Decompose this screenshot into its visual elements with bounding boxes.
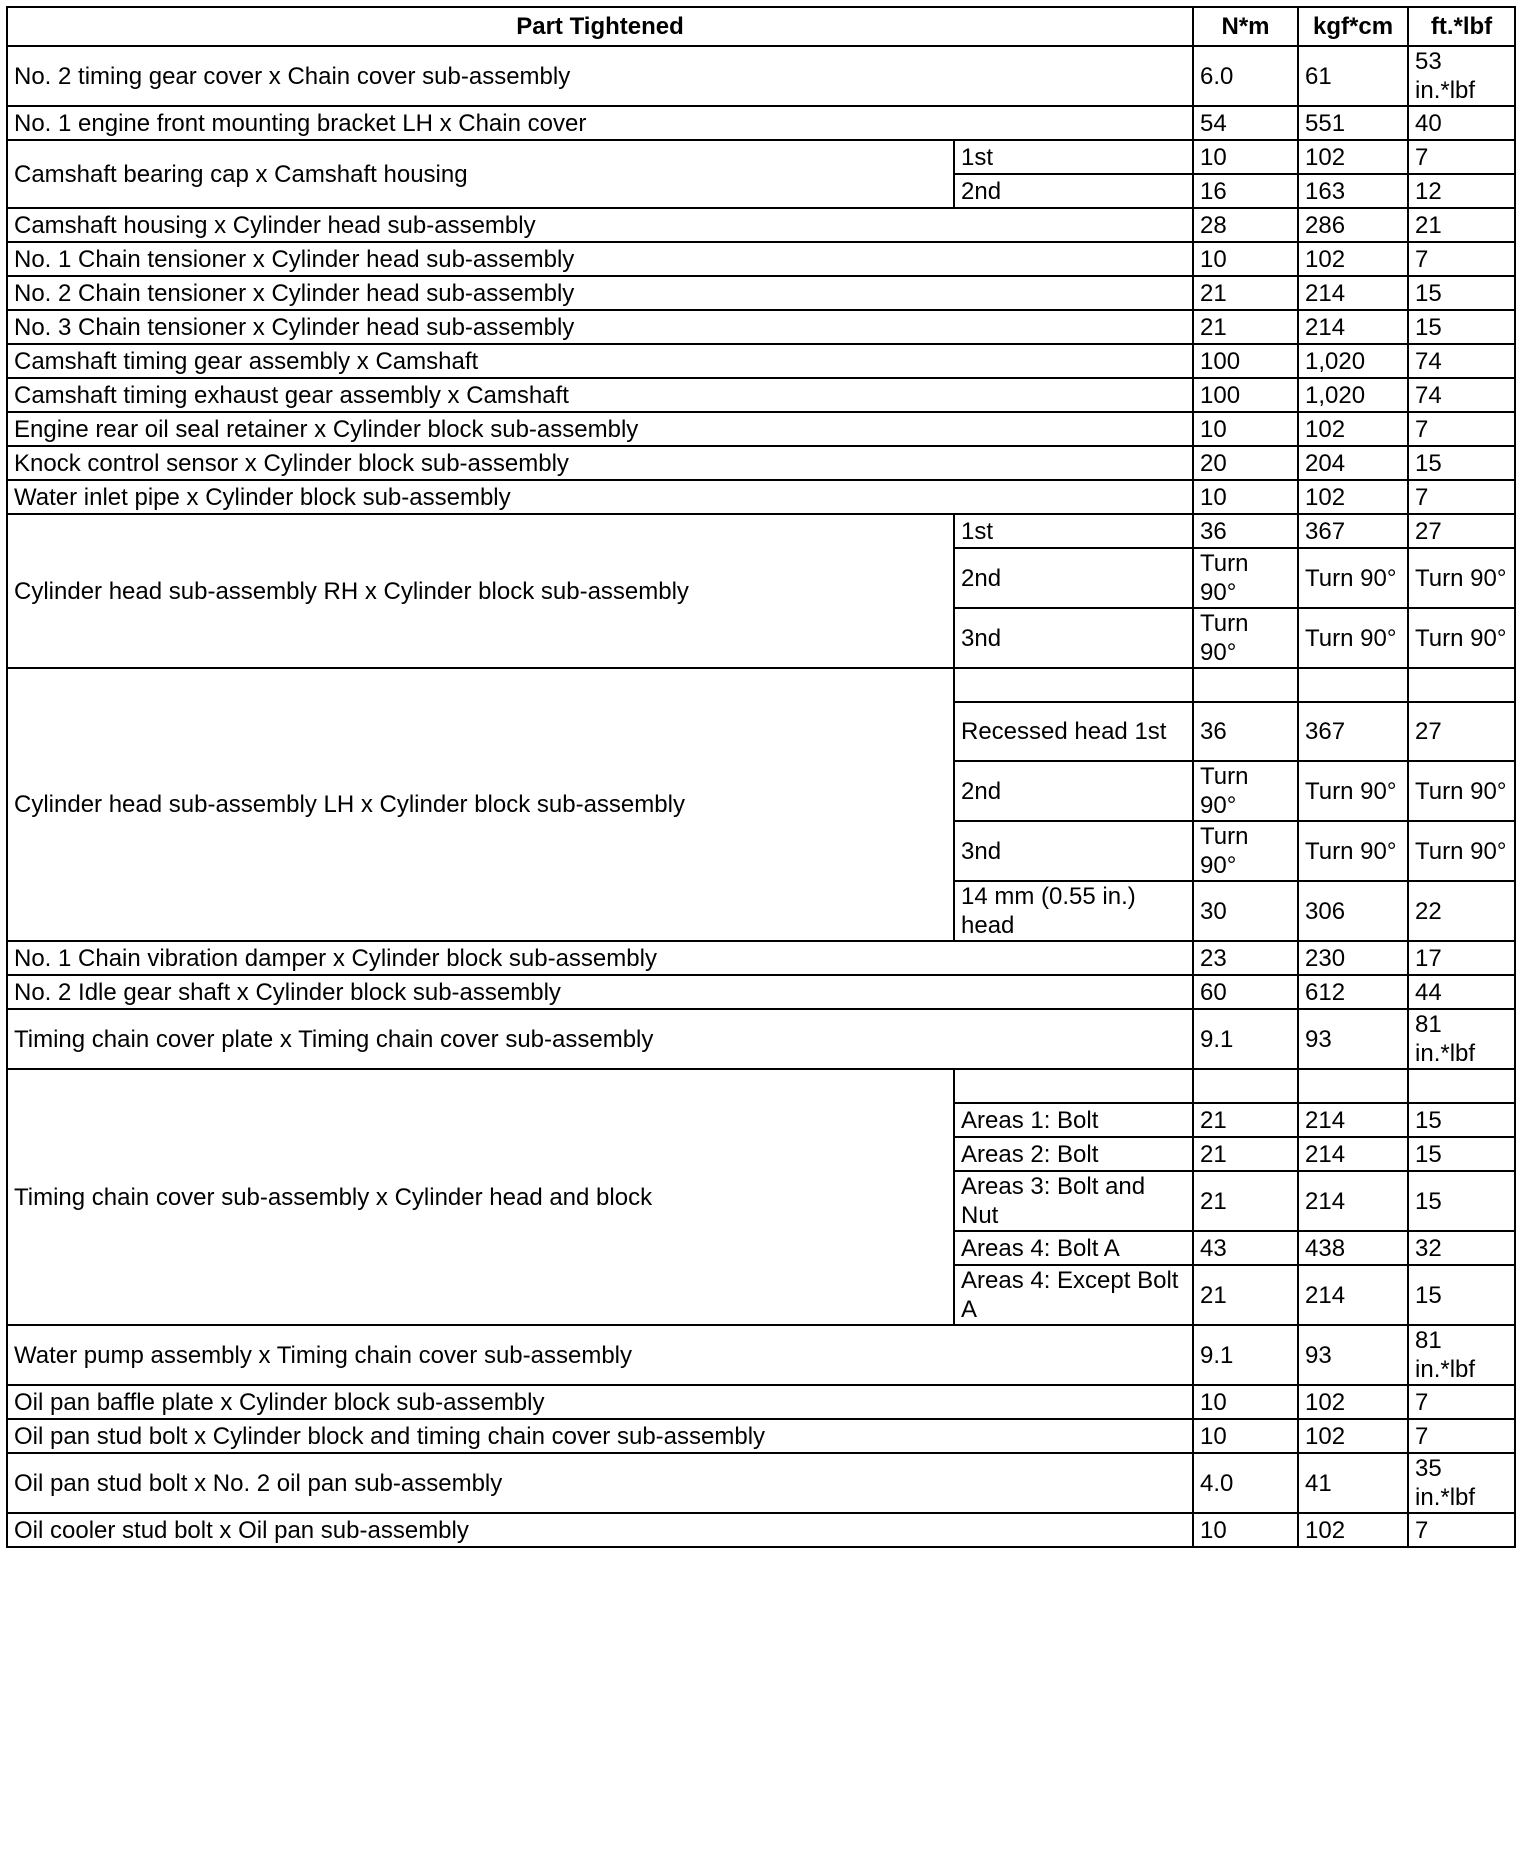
table-row (7, 975, 1515, 1009)
torque-nm-cell: 60 (1193, 975, 1298, 1009)
torque-nm-cell: Turn 90° (1193, 548, 1298, 608)
part-tightened-cell: Water inlet pipe x Cylinder block sub-assembly (7, 480, 1193, 514)
torque-kgf-cm-cell: Turn 90° (1298, 548, 1408, 608)
torque-ft-lbf-cell: 44 (1408, 975, 1515, 1009)
table-row (7, 1419, 1515, 1453)
torque-kgf-cm-cell: Turn 90° (1298, 761, 1408, 821)
torque-ft-lbf-cell (1408, 1069, 1515, 1103)
torque-ft-lbf-cell: 12 (1408, 174, 1515, 208)
torque-nm-cell: Turn 90° (1193, 608, 1298, 668)
part-tightened-cell: Oil pan stud bolt x Cylinder block and timing chain cover sub-assembly (7, 1419, 1193, 1453)
torque-nm-cell: 100 (1193, 344, 1298, 378)
part-tightened-cell: Engine rear oil seal retainer x Cylinder block sub-assembly (7, 412, 1193, 446)
torque-nm-cell: 21 (1193, 1103, 1298, 1137)
torque-kgf-cm-cell: 102 (1298, 480, 1408, 514)
torque-kgf-cm-cell: 230 (1298, 941, 1408, 975)
torque-ft-lbf-cell (1408, 668, 1515, 702)
torque-ft-lbf-cell: 21 (1408, 208, 1515, 242)
tightening-step-cell: Areas 4: Except Bolt A (954, 1265, 1193, 1325)
torque-kgf-cm-cell: Turn 90° (1298, 821, 1408, 881)
torque-kgf-cm-cell: 102 (1298, 242, 1408, 276)
torque-nm-cell: 43 (1193, 1231, 1298, 1265)
torque-nm-cell: 36 (1193, 702, 1298, 761)
torque-kgf-cm-cell: 102 (1298, 1513, 1408, 1547)
table-row (7, 668, 1515, 702)
torque-kgf-cm-cell: 306 (1298, 881, 1408, 941)
torque-ft-lbf-cell: 81 in.*lbf (1408, 1009, 1515, 1069)
torque-kgf-cm-cell: 214 (1298, 276, 1408, 310)
table-body (7, 46, 1515, 1547)
torque-ft-lbf-cell: 15 (1408, 1265, 1515, 1325)
torque-kgf-cm-cell: 367 (1298, 702, 1408, 761)
torque-nm-cell: 10 (1193, 1513, 1298, 1547)
tightening-step-cell: Areas 3: Bolt and Nut (954, 1171, 1193, 1231)
torque-nm-cell: 100 (1193, 378, 1298, 412)
torque-nm-cell: Turn 90° (1193, 761, 1298, 821)
torque-ft-lbf-cell: 27 (1408, 702, 1515, 761)
torque-kgf-cm-cell: 204 (1298, 446, 1408, 480)
part-tightened-cell: No. 1 Chain tensioner x Cylinder head sub-assembly (7, 242, 1193, 276)
torque-kgf-cm-cell: 438 (1298, 1231, 1408, 1265)
table-row (7, 941, 1515, 975)
torque-kgf-cm-cell: 214 (1298, 1265, 1408, 1325)
torque-nm-cell: 10 (1193, 1419, 1298, 1453)
torque-nm-cell: 20 (1193, 446, 1298, 480)
torque-kgf-cm-cell: 214 (1298, 310, 1408, 344)
torque-kgf-cm-cell: 214 (1298, 1171, 1408, 1231)
torque-nm-cell: 9.1 (1193, 1009, 1298, 1069)
torque-kgf-cm-cell: 61 (1298, 46, 1408, 106)
torque-ft-lbf-cell: 15 (1408, 1171, 1515, 1231)
torque-ft-lbf-cell: 15 (1408, 276, 1515, 310)
torque-nm-cell: 23 (1193, 941, 1298, 975)
tightening-step-cell (954, 1069, 1193, 1103)
torque-ft-lbf-cell: Turn 90° (1408, 608, 1515, 668)
torque-ft-lbf-cell: 7 (1408, 412, 1515, 446)
torque-kgf-cm-cell: 612 (1298, 975, 1408, 1009)
part-tightened-cell: Timing chain cover plate x Timing chain cover sub-assembly (7, 1009, 1193, 1069)
table-row (7, 514, 1515, 548)
torque-kgf-cm-cell: 93 (1298, 1009, 1408, 1069)
torque-nm-cell: 16 (1193, 174, 1298, 208)
part-tightened-cell: Timing chain cover sub-assembly x Cylinder head and block (7, 1069, 954, 1325)
torque-kgf-cm-cell: 102 (1298, 1419, 1408, 1453)
part-tightened-cell: Cylinder head sub-assembly RH x Cylinder block sub-assembly (7, 514, 954, 668)
table-row (7, 208, 1515, 242)
torque-ft-lbf-cell: 74 (1408, 378, 1515, 412)
part-tightened-cell: Camshaft bearing cap x Camshaft housing (7, 140, 954, 208)
header-kgf-cm: kgf*cm (1298, 7, 1408, 46)
tightening-step-cell: 2nd (954, 174, 1193, 208)
part-tightened-cell: Water pump assembly x Timing chain cover sub-assembly (7, 1325, 1193, 1385)
torque-ft-lbf-cell: 15 (1408, 446, 1515, 480)
tightening-step-cell: 3nd (954, 821, 1193, 881)
torque-nm-cell: 6.0 (1193, 46, 1298, 106)
table-row (7, 1069, 1515, 1103)
tightening-step-cell: 2nd (954, 761, 1193, 821)
torque-kgf-cm-cell: Turn 90° (1298, 608, 1408, 668)
torque-kgf-cm-cell: 93 (1298, 1325, 1408, 1385)
torque-ft-lbf-cell: 27 (1408, 514, 1515, 548)
torque-kgf-cm-cell: 41 (1298, 1453, 1408, 1513)
table-row (7, 1009, 1515, 1069)
torque-kgf-cm-cell: 102 (1298, 412, 1408, 446)
torque-ft-lbf-cell: 53 in.*lbf (1408, 46, 1515, 106)
torque-ft-lbf-cell: 35 in.*lbf (1408, 1453, 1515, 1513)
part-tightened-cell: Oil pan stud bolt x No. 2 oil pan sub-assembly (7, 1453, 1193, 1513)
torque-ft-lbf-cell: 7 (1408, 1419, 1515, 1453)
header-nm: N*m (1193, 7, 1298, 46)
table-row (7, 242, 1515, 276)
table-row (7, 1513, 1515, 1547)
table-row (7, 446, 1515, 480)
tightening-step-cell: Areas 4: Bolt A (954, 1231, 1193, 1265)
torque-nm-cell: 21 (1193, 1171, 1298, 1231)
torque-kgf-cm-cell (1298, 1069, 1408, 1103)
torque-ft-lbf-cell: 22 (1408, 881, 1515, 941)
torque-nm-cell: 54 (1193, 106, 1298, 140)
torque-ft-lbf-cell: 15 (1408, 1137, 1515, 1171)
table-row (7, 480, 1515, 514)
torque-kgf-cm-cell (1298, 668, 1408, 702)
table-row (7, 46, 1515, 106)
torque-kgf-cm-cell: 163 (1298, 174, 1408, 208)
tightening-step-cell: Areas 2: Bolt (954, 1137, 1193, 1171)
torque-nm-cell (1193, 1069, 1298, 1103)
torque-nm-cell: 36 (1193, 514, 1298, 548)
table-row (7, 1325, 1515, 1385)
torque-nm-cell: 10 (1193, 480, 1298, 514)
torque-nm-cell: 10 (1193, 1385, 1298, 1419)
torque-ft-lbf-cell: 7 (1408, 242, 1515, 276)
torque-nm-cell: 21 (1193, 1137, 1298, 1171)
tightening-step-cell: 3nd (954, 608, 1193, 668)
torque-nm-cell: 21 (1193, 310, 1298, 344)
tightening-step-cell: Recessed head 1st (954, 702, 1193, 761)
tightening-step-cell: 14 mm (0.55 in.) head (954, 881, 1193, 941)
part-tightened-cell: Knock control sensor x Cylinder block sub-assembly (7, 446, 1193, 480)
torque-kgf-cm-cell: 102 (1298, 1385, 1408, 1419)
torque-nm-cell: 10 (1193, 140, 1298, 174)
tightening-step-cell: 1st (954, 140, 1193, 174)
header-ft-lbf: ft.*lbf (1408, 7, 1515, 46)
torque-nm-cell: 28 (1193, 208, 1298, 242)
torque-ft-lbf-cell: 74 (1408, 344, 1515, 378)
header-row (7, 7, 1515, 46)
torque-ft-lbf-cell: 81 in.*lbf (1408, 1325, 1515, 1385)
torque-ft-lbf-cell: 7 (1408, 1385, 1515, 1419)
torque-nm-cell: 9.1 (1193, 1325, 1298, 1385)
table-row (7, 276, 1515, 310)
tightening-step-cell: Areas 1: Bolt (954, 1103, 1193, 1137)
torque-kgf-cm-cell: 551 (1298, 106, 1408, 140)
part-tightened-cell: Camshaft timing gear assembly x Camshaft (7, 344, 1193, 378)
torque-nm-cell: 10 (1193, 242, 1298, 276)
part-tightened-cell: Oil cooler stud bolt x Oil pan sub-assembly (7, 1513, 1193, 1547)
torque-ft-lbf-cell: Turn 90° (1408, 821, 1515, 881)
torque-kgf-cm-cell: 1,020 (1298, 344, 1408, 378)
table-row (7, 140, 1515, 174)
part-tightened-cell: Cylinder head sub-assembly LH x Cylinder block sub-assembly (7, 668, 954, 941)
torque-kgf-cm-cell: 102 (1298, 140, 1408, 174)
table-row (7, 344, 1515, 378)
part-tightened-cell: No. 1 engine front mounting bracket LH x Chain cover (7, 106, 1193, 140)
torque-nm-cell: Turn 90° (1193, 821, 1298, 881)
torque-ft-lbf-cell: 7 (1408, 1513, 1515, 1547)
torque-kgf-cm-cell: 214 (1298, 1103, 1408, 1137)
torque-nm-cell: 30 (1193, 881, 1298, 941)
part-tightened-cell: Oil pan baffle plate x Cylinder block sub-assembly (7, 1385, 1193, 1419)
torque-nm-cell: 10 (1193, 412, 1298, 446)
torque-specification-table (6, 6, 1516, 1548)
torque-ft-lbf-cell: 40 (1408, 106, 1515, 140)
part-tightened-cell: Camshaft housing x Cylinder head sub-assembly (7, 208, 1193, 242)
tightening-step-cell: 1st (954, 514, 1193, 548)
part-tightened-cell: No. 3 Chain tensioner x Cylinder head sub-assembly (7, 310, 1193, 344)
tightening-step-cell: 2nd (954, 548, 1193, 608)
torque-kgf-cm-cell: 1,020 (1298, 378, 1408, 412)
header-part-tightened: Part Tightened (7, 7, 1193, 46)
part-tightened-cell: No. 2 timing gear cover x Chain cover sub-assembly (7, 46, 1193, 106)
tightening-step-cell (954, 668, 1193, 702)
torque-nm-cell (1193, 668, 1298, 702)
torque-ft-lbf-cell: 15 (1408, 310, 1515, 344)
table-row (7, 378, 1515, 412)
torque-table-container (6, 6, 1514, 1548)
table-row (7, 412, 1515, 446)
torque-ft-lbf-cell: 17 (1408, 941, 1515, 975)
part-tightened-cell: No. 2 Chain tensioner x Cylinder head sub-assembly (7, 276, 1193, 310)
torque-ft-lbf-cell: Turn 90° (1408, 761, 1515, 821)
torque-nm-cell: 4.0 (1193, 1453, 1298, 1513)
torque-ft-lbf-cell: 32 (1408, 1231, 1515, 1265)
part-tightened-cell: Camshaft timing exhaust gear assembly x Camshaft (7, 378, 1193, 412)
torque-ft-lbf-cell: 7 (1408, 140, 1515, 174)
table-row (7, 106, 1515, 140)
torque-nm-cell: 21 (1193, 276, 1298, 310)
torque-kgf-cm-cell: 367 (1298, 514, 1408, 548)
torque-ft-lbf-cell: Turn 90° (1408, 548, 1515, 608)
table-row (7, 310, 1515, 344)
torque-nm-cell: 21 (1193, 1265, 1298, 1325)
table-row (7, 1453, 1515, 1513)
torque-kgf-cm-cell: 286 (1298, 208, 1408, 242)
part-tightened-cell: No. 2 Idle gear shaft x Cylinder block sub-assembly (7, 975, 1193, 1009)
torque-ft-lbf-cell: 7 (1408, 480, 1515, 514)
torque-kgf-cm-cell: 214 (1298, 1137, 1408, 1171)
torque-ft-lbf-cell: 15 (1408, 1103, 1515, 1137)
table-row (7, 1385, 1515, 1419)
part-tightened-cell: No. 1 Chain vibration damper x Cylinder block sub-assembly (7, 941, 1193, 975)
